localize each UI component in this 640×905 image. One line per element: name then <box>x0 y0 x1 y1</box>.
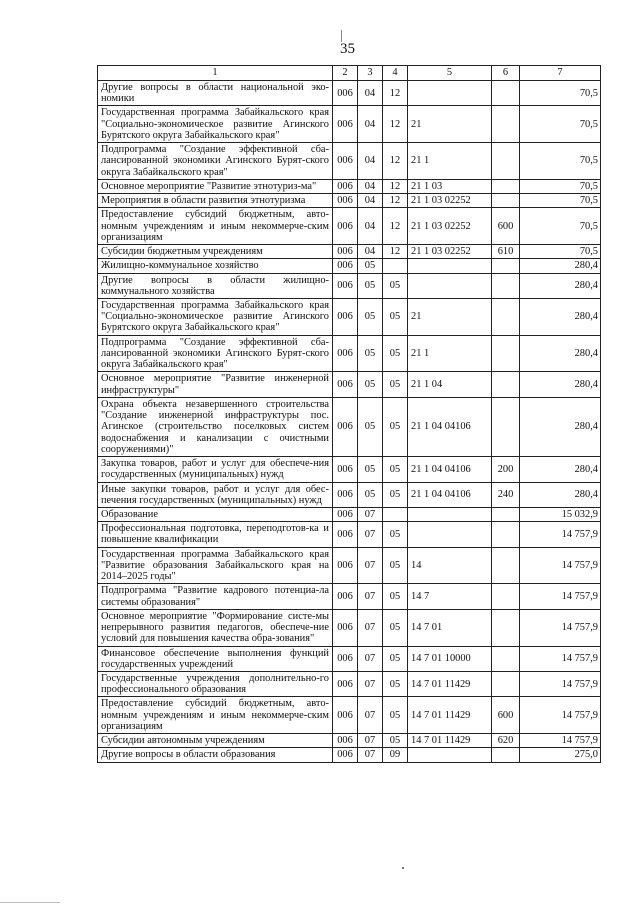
chapter-code-cell: 05 <box>358 298 383 335</box>
expense-type-cell <box>492 372 520 397</box>
chapter-code-cell: 05 <box>358 397 383 456</box>
target-article-cell: 21 1 04 04106 <box>408 397 492 456</box>
budget-table <box>97 65 601 763</box>
table-row <box>98 482 601 507</box>
table-row <box>98 81 601 106</box>
row-name-cell: Финансовое обеспечение выполнения функций государственных учреждений <box>98 646 333 671</box>
amount-cell: 280,4 <box>520 457 601 482</box>
subchapter-code-cell: 05 <box>383 372 408 397</box>
row-name-cell: Иные закупки товаров, работ и услуг для обес-печения государственных (муниципальных) нужд <box>98 482 333 507</box>
subchapter-code-cell: 05 <box>383 547 408 584</box>
chapter-code-cell: 05 <box>358 372 383 397</box>
table-row <box>98 397 601 456</box>
section-code-cell: 006 <box>333 397 358 456</box>
amount-cell: 280,4 <box>520 482 601 507</box>
expense-type-cell <box>492 584 520 609</box>
section-code-cell: 006 <box>333 194 358 208</box>
target-article-cell <box>408 259 492 273</box>
expense-type-cell <box>492 273 520 298</box>
expense-type-cell <box>492 106 520 143</box>
target-article-cell <box>408 81 492 106</box>
expense-type-cell: 240 <box>492 482 520 507</box>
target-article-cell <box>408 522 492 547</box>
subchapter-code-cell <box>383 507 408 521</box>
subchapter-code-cell: 05 <box>383 397 408 456</box>
section-code-cell: 006 <box>333 259 358 273</box>
subchapter-code-cell: 05 <box>383 697 408 734</box>
expense-type-cell <box>492 748 520 762</box>
amount-cell: 14 757,9 <box>520 646 601 671</box>
subchapter-code-cell: 12 <box>383 208 408 245</box>
row-name-cell: Предоставление субсидий бюджетным, авто-номным учреждениям и иным некоммерче-ским организациям <box>98 697 333 734</box>
table-row <box>98 208 601 245</box>
subchapter-code-cell: 05 <box>383 609 408 646</box>
section-code-cell: 006 <box>333 81 358 106</box>
section-code-cell: 006 <box>333 482 358 507</box>
subchapter-code-cell: 12 <box>383 179 408 193</box>
row-name-cell: Другие вопросы в области национальной эко-номики <box>98 81 333 106</box>
target-article-cell: 14 7 01 11429 <box>408 734 492 748</box>
table-row <box>98 748 601 762</box>
expense-type-cell <box>492 143 520 180</box>
row-name-cell: Основное мероприятие "Формирование систе-мы непрерывного развития педагогов, обеспече-ние условий для повышения качества обра-зования" <box>98 609 333 646</box>
chapter-code-cell: 07 <box>358 697 383 734</box>
chapter-code-cell: 04 <box>358 143 383 180</box>
amount-cell: 14 757,9 <box>520 734 601 748</box>
expense-type-cell <box>492 179 520 193</box>
amount-cell: 280,4 <box>520 372 601 397</box>
section-code-cell: 006 <box>333 584 358 609</box>
chapter-code-cell: 04 <box>358 245 383 259</box>
table-row <box>98 584 601 609</box>
amount-cell: 280,4 <box>520 335 601 372</box>
subchapter-code-cell: 05 <box>383 482 408 507</box>
row-name-cell: Образование <box>98 507 333 521</box>
target-article-cell: 21 1 04 04106 <box>408 482 492 507</box>
subchapter-code-cell: 05 <box>383 522 408 547</box>
section-code-cell: 006 <box>333 672 358 697</box>
table-row <box>98 372 601 397</box>
target-article-cell: 21 <box>408 106 492 143</box>
row-name-cell: Государственные учреждения дополнительно-го профессионального образования <box>98 672 333 697</box>
section-code-cell: 006 <box>333 245 358 259</box>
row-name-cell: Мероприятия в области развития этнотуризма <box>98 194 333 208</box>
amount-cell: 275,0 <box>520 748 601 762</box>
table-row <box>98 106 601 143</box>
expense-type-cell <box>492 507 520 521</box>
amount-cell: 70,5 <box>520 143 601 180</box>
row-name-cell: Подпрограмма "Создание эффективной сба-лансированной экономики Агинского Бурят-ского округа Забайкальского края" <box>98 335 333 372</box>
target-article-cell: 21 <box>408 298 492 335</box>
row-name-cell: Государственная программа Забайкальского края "Социально-экономическое развитие Агинского Бурятского округа Забайкальского края" <box>98 298 333 335</box>
subchapter-code-cell: 05 <box>383 335 408 372</box>
row-name-cell: Субсидии бюджетным учреждениям <box>98 245 333 259</box>
amount-cell: 70,5 <box>520 208 601 245</box>
header-cell: 7 <box>520 66 601 81</box>
amount-cell: 70,5 <box>520 194 601 208</box>
chapter-code-cell: 04 <box>358 179 383 193</box>
table-row <box>98 259 601 273</box>
header-cell: 6 <box>492 66 520 81</box>
chapter-code-cell: 04 <box>358 208 383 245</box>
row-name-cell: Основное мероприятие "Развитие инженерной инфраструктуры" <box>98 372 333 397</box>
row-name-cell: Закупка товаров, работ и услуг для обеспече-ния государственных (муниципальных) нужд <box>98 457 333 482</box>
row-name-cell: Государственная программа Забайкальского края "Развитие образования Забайкальского края на 2014–2025 годы" <box>98 547 333 584</box>
amount-cell: 15 032,9 <box>520 507 601 521</box>
row-name-cell: Государственная программа Забайкальского края "Социально-экономическое развитие Агинского Бурятского округа Забайкальского края" <box>98 106 333 143</box>
target-article-cell: 14 7 <box>408 584 492 609</box>
chapter-code-cell: 05 <box>358 457 383 482</box>
section-code-cell: 006 <box>333 697 358 734</box>
expense-type-cell <box>492 259 520 273</box>
section-code-cell: 006 <box>333 273 358 298</box>
chapter-code-cell: 07 <box>358 609 383 646</box>
table-row <box>98 507 601 521</box>
subchapter-code-cell: 05 <box>383 298 408 335</box>
table-row <box>98 697 601 734</box>
expense-type-cell <box>492 522 520 547</box>
target-article-cell: 21 1 04 04106 <box>408 457 492 482</box>
expense-type-cell: 600 <box>492 208 520 245</box>
subchapter-code-cell: 05 <box>383 457 408 482</box>
target-article-cell: 21 1 <box>408 143 492 180</box>
table-header-row <box>98 66 601 81</box>
table-row <box>98 179 601 193</box>
section-code-cell: 006 <box>333 143 358 180</box>
chapter-code-cell: 07 <box>358 748 383 762</box>
section-code-cell: 006 <box>333 335 358 372</box>
section-code-cell: 006 <box>333 457 358 482</box>
expense-type-cell <box>492 81 520 106</box>
row-name-cell: Подпрограмма "Развитие кадрового потенциа-ла системы образования" <box>98 584 333 609</box>
expense-type-cell <box>492 609 520 646</box>
target-article-cell <box>408 507 492 521</box>
target-article-cell: 14 7 01 10000 <box>408 646 492 671</box>
header-cell: 5 <box>408 66 492 81</box>
chapter-code-cell: 04 <box>358 106 383 143</box>
table-row <box>98 194 601 208</box>
expense-type-cell <box>492 672 520 697</box>
expense-type-cell <box>492 298 520 335</box>
target-article-cell: 21 1 <box>408 335 492 372</box>
expense-type-cell <box>492 397 520 456</box>
section-code-cell: 006 <box>333 208 358 245</box>
header-cell: 3 <box>358 66 383 81</box>
amount-cell: 14 757,9 <box>520 522 601 547</box>
target-article-cell <box>408 748 492 762</box>
header-cell: 2 <box>333 66 358 81</box>
section-code-cell: 006 <box>333 372 358 397</box>
subchapter-code-cell: 12 <box>383 143 408 180</box>
section-code-cell: 006 <box>333 507 358 521</box>
page-number: 35 <box>340 41 355 57</box>
row-name-cell: Субсидии автономным учреждениям <box>98 734 333 748</box>
subchapter-code-cell <box>383 259 408 273</box>
target-article-cell: 21 1 03 02252 <box>408 194 492 208</box>
table-row <box>98 143 601 180</box>
amount-cell: 280,4 <box>520 259 601 273</box>
table-row <box>98 273 601 298</box>
subchapter-code-cell: 05 <box>383 646 408 671</box>
section-code-cell: 006 <box>333 106 358 143</box>
table-row <box>98 245 601 259</box>
subchapter-code-cell: 12 <box>383 245 408 259</box>
chapter-code-cell: 05 <box>358 259 383 273</box>
subchapter-code-cell: 05 <box>383 672 408 697</box>
table-row <box>98 298 601 335</box>
chapter-code-cell: 04 <box>358 81 383 106</box>
amount-cell: 14 757,9 <box>520 697 601 734</box>
row-name-cell: Другие вопросы в области образования <box>98 748 333 762</box>
target-article-cell: 14 7 01 11429 <box>408 672 492 697</box>
chapter-code-cell: 05 <box>358 335 383 372</box>
table-row <box>98 457 601 482</box>
section-code-cell: 006 <box>333 646 358 671</box>
chapter-code-cell: 07 <box>358 522 383 547</box>
target-article-cell: 14 7 01 <box>408 609 492 646</box>
row-name-cell: Основное мероприятие "Развитие этнотуриз-ма" <box>98 179 333 193</box>
amount-cell: 70,5 <box>520 81 601 106</box>
row-name-cell: Профессиональная подготовка, переподготов-ка и повышение квалификации <box>98 522 333 547</box>
subchapter-code-cell: 12 <box>383 81 408 106</box>
target-article-cell: 21 1 03 <box>408 179 492 193</box>
section-code-cell: 006 <box>333 522 358 547</box>
amount-cell: 280,4 <box>520 298 601 335</box>
scan-edge-line <box>0 902 60 903</box>
chapter-code-cell: 07 <box>358 507 383 521</box>
section-code-cell: 006 <box>333 547 358 584</box>
table-row <box>98 335 601 372</box>
section-code-cell: 006 <box>333 179 358 193</box>
target-article-cell <box>408 273 492 298</box>
table-row <box>98 547 601 584</box>
row-name-cell: Охрана объекта незавершенного строительства "Создание инженерной инфраструктуры пос. Агинское (строительство поселковых систем водоснабжения и канализации с очистными сооружениями)" <box>98 397 333 456</box>
target-article-cell: 14 7 01 11429 <box>408 697 492 734</box>
chapter-code-cell: 07 <box>358 734 383 748</box>
amount-cell: 70,5 <box>520 179 601 193</box>
chapter-code-cell: 07 <box>358 672 383 697</box>
row-name-cell: Другие вопросы в области жилищно-коммунального хозяйства <box>98 273 333 298</box>
section-code-cell: 006 <box>333 734 358 748</box>
chapter-code-cell: 05 <box>358 482 383 507</box>
scan-speck <box>402 867 404 869</box>
amount-cell: 280,4 <box>520 397 601 456</box>
chapter-code-cell: 07 <box>358 584 383 609</box>
target-article-cell: 21 1 03 02252 <box>408 208 492 245</box>
amount-cell: 14 757,9 <box>520 609 601 646</box>
subchapter-code-cell: 09 <box>383 748 408 762</box>
expense-type-cell <box>492 646 520 671</box>
expense-type-cell: 600 <box>492 697 520 734</box>
target-article-cell: 21 1 04 <box>408 372 492 397</box>
header-cell: 4 <box>383 66 408 81</box>
subchapter-code-cell: 12 <box>383 194 408 208</box>
section-code-cell: 006 <box>333 298 358 335</box>
table-row <box>98 672 601 697</box>
expense-type-cell: 620 <box>492 734 520 748</box>
chapter-code-cell: 05 <box>358 273 383 298</box>
table-row <box>98 734 601 748</box>
target-article-cell: 21 1 03 02252 <box>408 245 492 259</box>
row-name-cell: Предоставление субсидий бюджетным, авто-номным учреждениям и иным некоммерче-ским организациям <box>98 208 333 245</box>
expense-type-cell <box>492 335 520 372</box>
chapter-code-cell: 04 <box>358 194 383 208</box>
section-code-cell: 006 <box>333 748 358 762</box>
expense-type-cell: 200 <box>492 457 520 482</box>
chapter-code-cell: 07 <box>358 547 383 584</box>
table-row <box>98 646 601 671</box>
row-name-cell: Жилищно-коммунальное хозяйство <box>98 259 333 273</box>
header-cell: 1 <box>98 66 333 81</box>
expense-type-cell: 610 <box>492 245 520 259</box>
amount-cell: 70,5 <box>520 106 601 143</box>
expense-type-cell <box>492 547 520 584</box>
section-code-cell: 006 <box>333 609 358 646</box>
table-row <box>98 609 601 646</box>
amount-cell: 14 757,9 <box>520 547 601 584</box>
table-row <box>98 522 601 547</box>
subchapter-code-cell: 05 <box>383 734 408 748</box>
row-name-cell: Подпрограмма "Создание эффективной сба-лансированной экономики Агинского Бурят-ского округа Забайкальского края" <box>98 143 333 180</box>
chapter-code-cell: 07 <box>358 646 383 671</box>
amount-cell: 14 757,9 <box>520 672 601 697</box>
amount-cell: 70,5 <box>520 245 601 259</box>
expense-type-cell <box>492 194 520 208</box>
target-article-cell: 14 <box>408 547 492 584</box>
amount-cell: 14 757,9 <box>520 584 601 609</box>
subchapter-code-cell: 12 <box>383 106 408 143</box>
subchapter-code-cell: 05 <box>383 273 408 298</box>
amount-cell: 280,4 <box>520 273 601 298</box>
subchapter-code-cell: 05 <box>383 584 408 609</box>
